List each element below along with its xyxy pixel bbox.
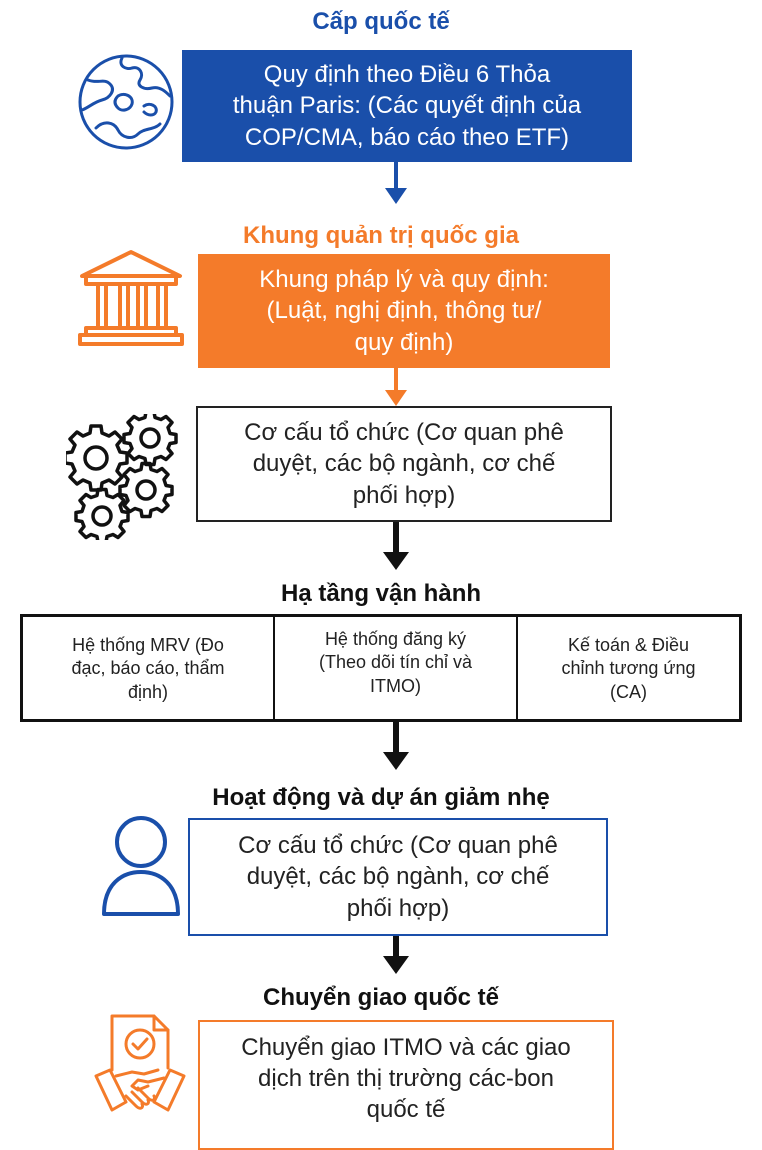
mitigation-activities-heading: Hoạt động và dự án giảm nhẹ [212, 784, 550, 811]
international-box: Quy định theo Điều 6 Thỏa thuận Paris: (Các quyết định của COP/CMA, báo cáo theo ETF) [182, 50, 632, 162]
registry-system-cell: Hệ thống đăng ký (Theo dõi tín chỉ và ITMO) [318, 629, 473, 696]
arrow-down-3 [382, 522, 410, 572]
gears-icon [66, 414, 178, 540]
handshake-document-icon [92, 1010, 188, 1122]
international-transfer-box: Chuyển giao ITMO và các giao dịch trên thị trường các-bon quốc tế [198, 1020, 614, 1150]
person-icon [98, 812, 184, 920]
arrow-down-2 [384, 368, 408, 408]
international-transfer-heading: Chuyển giao quốc tế [262, 984, 499, 1011]
operational-infrastructure-heading: Hạ tầng vận hành [280, 580, 482, 607]
mrv-system-cell: Hệ thống MRV (Đo đạc, báo cáo, thẩm định) [71, 634, 225, 702]
arrow-down-4 [382, 722, 410, 772]
international-heading: Cấp quốc tế [312, 8, 450, 35]
national-governance-heading: Khung quản trị quốc gia [243, 222, 519, 249]
national-governance-box: Khung pháp lý và quy định: (Luật, nghị định, thông tư/ quy định) [198, 254, 610, 368]
institutional-structure-box: Cơ cấu tổ chức (Cơ quan phê duyệt, các bộ ngành, cơ chế phối hợp) [196, 406, 612, 522]
accounting-adjustment-cell: Kế toán & Điều chỉnh tương ứng (CA) [561, 634, 696, 702]
arrow-down-1 [384, 162, 408, 206]
globe-icon [74, 50, 178, 154]
government-building-icon [76, 248, 186, 348]
arrow-down-5 [382, 936, 410, 976]
mitigation-activities-box: Cơ cấu tổ chức (Cơ quan phê duyệt, các bộ ngành, cơ chế phối hợp) [188, 818, 608, 936]
